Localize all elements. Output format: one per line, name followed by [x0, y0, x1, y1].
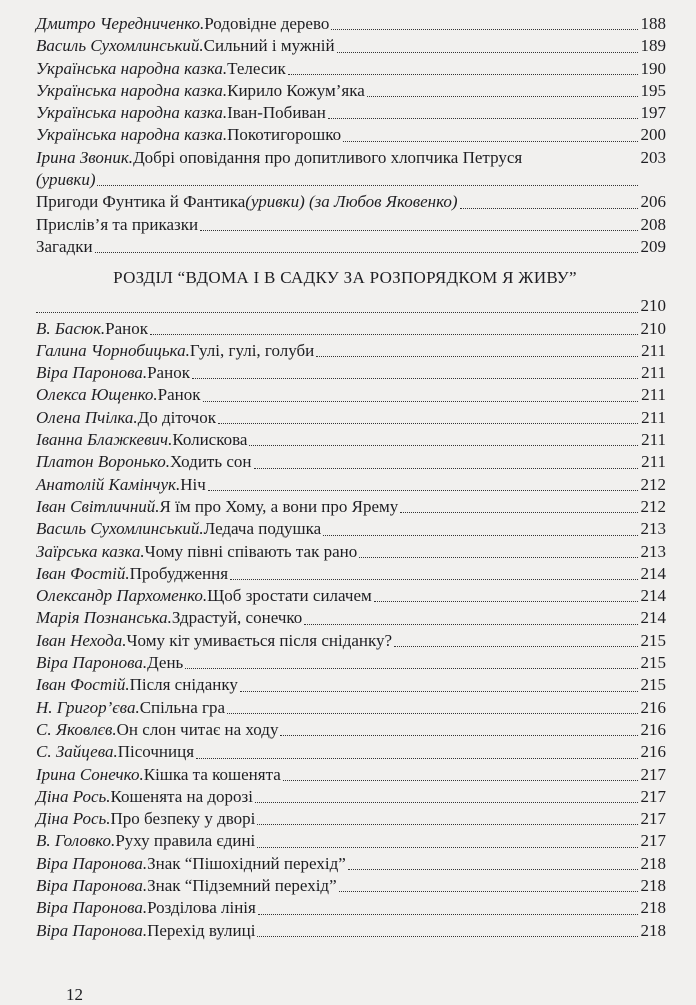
entry-page: 216 — [640, 697, 666, 717]
section-heading: РОЗДІЛ “ВДОМА І В САДКУ ЗА РОЗПОРЯДКОМ Я ЖИВУ” — [113, 268, 577, 288]
entry-page: 218 — [640, 853, 666, 873]
dot-leader — [254, 468, 638, 469]
toc-entry — [36, 496, 666, 518]
toc-entry — [36, 697, 666, 719]
entry-title: Добрі оповідання про допитливого хлопчика Петруся — [133, 147, 523, 167]
dot-leader — [185, 668, 638, 669]
toc-entry — [36, 808, 666, 830]
entry-page: 210 — [640, 318, 666, 338]
dot-leader — [288, 74, 638, 75]
entry-page: 216 — [640, 719, 666, 739]
entry-page: 218 — [640, 898, 666, 918]
entry-page: 214 — [640, 608, 666, 628]
toc-entry — [36, 236, 666, 258]
entry-page: 208 — [640, 214, 666, 234]
entry-title: Я їм про Хому, а вони про Ярему — [159, 496, 399, 516]
toc-entry — [36, 764, 666, 786]
entry-page: 217 — [640, 786, 666, 806]
entry-title: Он слон читає на ходу — [116, 719, 279, 739]
entry-title: Ранок — [157, 385, 201, 405]
entry-title: Знак “Підземний перехід” — [147, 875, 337, 895]
entry-title: Прислів’я та приказки — [36, 214, 199, 234]
toc-entry — [36, 474, 666, 496]
entry-author: Віра Паронова. — [36, 653, 148, 673]
entry-page: 216 — [640, 742, 666, 762]
entry-author: Іван Фостій. — [36, 675, 130, 695]
entry-title: Розділова лінія — [147, 898, 256, 918]
entry-page: 211 — [641, 385, 666, 405]
dot-leader — [328, 118, 638, 119]
entry-page: 197 — [640, 103, 666, 123]
section-page: 210 — [640, 296, 666, 316]
entry-author: Іванна Блажкевич. — [36, 430, 173, 450]
dot-leader — [400, 512, 638, 513]
toc-entry — [36, 102, 666, 124]
entry-page: 188 — [640, 14, 666, 33]
entry-page: 213 — [640, 541, 666, 561]
dot-leader — [255, 802, 638, 803]
toc-entry — [36, 35, 666, 57]
dot-leader — [196, 758, 638, 759]
entry-author: В. Басюк. — [36, 318, 106, 338]
entry-author: Українська народна казка. — [36, 80, 228, 100]
toc-entry — [36, 897, 666, 919]
entry-author: Українська народна казка. — [36, 103, 228, 123]
toc-entry — [36, 407, 666, 429]
entry-title: Чому півні співають так рано — [144, 541, 358, 561]
entry-author: Дмитро Чередниченко. — [36, 14, 205, 33]
entry-page: 218 — [640, 875, 666, 895]
entry-title: Родовідне дерево — [204, 14, 330, 33]
entry-author: Віра Паронова. — [36, 853, 148, 873]
entry-author: Н. Григор’єва. — [36, 697, 140, 717]
entry-page: 190 — [640, 58, 666, 78]
entry-title: Ранок — [147, 363, 190, 383]
toc-entry — [36, 741, 666, 763]
dot-leader — [203, 401, 638, 402]
dot-leader — [200, 230, 638, 231]
toc-entry — [36, 58, 666, 80]
dot-leader — [257, 824, 638, 825]
toc-entry — [36, 541, 666, 563]
toc-entry — [36, 214, 666, 236]
entry-title: Ніч — [180, 474, 206, 494]
dot-leader — [367, 96, 638, 97]
toc-entry — [36, 147, 666, 192]
toc-entry — [36, 875, 666, 897]
entry-title: Пробудження — [129, 563, 229, 583]
dot-leader — [150, 334, 638, 335]
dot-leader — [95, 252, 638, 253]
dot-leader — [257, 936, 638, 937]
entry-author: Олекса Ющенко. — [36, 385, 158, 405]
entry-author: Анатолій Камінчук. — [36, 474, 181, 494]
entry-page: 218 — [640, 920, 666, 940]
entry-title: Перехід вулиці — [147, 920, 256, 940]
dot-leader — [337, 52, 638, 53]
dot-leader — [460, 208, 638, 209]
entry-title: Телесик — [227, 58, 286, 78]
entry-page: 211 — [641, 407, 666, 427]
entry-page: 214 — [640, 563, 666, 583]
entry-author: Василь Сухомлинський. — [36, 519, 204, 539]
entry-title: Іван-Побиван — [227, 103, 326, 123]
entry-title-continuation: (уривки) — [36, 170, 96, 190]
entry-page: 211 — [641, 452, 666, 472]
toc-entry — [36, 830, 666, 852]
dot-leader — [304, 624, 638, 625]
entry-page: 195 — [640, 80, 666, 100]
toc-entry — [36, 563, 666, 585]
dot-leader — [249, 445, 638, 446]
toc-entry — [36, 719, 666, 741]
entry-author: С. Зайцева. — [36, 742, 118, 762]
entry-author: Ірина Сонечко. — [36, 764, 144, 784]
entry-author: Українська народна казка. — [36, 58, 228, 78]
entry-page: 215 — [640, 675, 666, 695]
entry-title: Пригоди Фунтика й Фантика — [36, 192, 246, 212]
toc-list-top — [36, 13, 666, 147]
dot-leader — [240, 691, 638, 692]
entry-title: Загадки — [36, 236, 93, 256]
entry-page: 217 — [640, 764, 666, 784]
entry-title: Після сніданку — [129, 675, 238, 695]
toc-entry — [36, 362, 666, 384]
toc-list-section — [36, 318, 666, 942]
dot-leader — [97, 185, 638, 186]
entry-page: 203 — [640, 148, 666, 168]
entry-title: Ранок — [105, 318, 149, 338]
entry-title: Знак “Пішохідний перехід” — [147, 853, 346, 873]
toc-entry — [36, 674, 666, 696]
dot-leader — [192, 378, 638, 379]
dot-leader — [258, 914, 638, 915]
dot-leader — [394, 646, 638, 647]
section-heading-page-row — [36, 295, 666, 317]
dot-leader — [36, 312, 638, 313]
dot-leader — [316, 356, 638, 357]
entry-title: До діточок — [137, 407, 216, 427]
entry-page: 212 — [640, 474, 666, 494]
entry-title: Кішка та кошенята — [143, 764, 281, 784]
entry-title: Ледача подушка — [203, 519, 322, 539]
toc-entry — [36, 384, 666, 406]
entry-author: Олександр Пархоменко. — [36, 586, 208, 606]
entry-author: Віра Паронова. — [36, 363, 148, 383]
toc-entry — [36, 853, 666, 875]
entry-title: Гулі, гулі, голуби — [189, 340, 315, 360]
entry-author: Ірина Звоник. — [36, 147, 134, 167]
entry-page: 200 — [640, 125, 666, 145]
entry-page: 217 — [640, 809, 666, 829]
entry-title-note: (уривки) (за Любов Яковенко) — [245, 192, 458, 212]
dot-leader — [374, 601, 638, 602]
toc-entry — [36, 191, 666, 213]
entry-title: День — [147, 653, 184, 673]
entry-author: Діна Рось. — [36, 809, 111, 829]
dot-leader — [280, 735, 638, 736]
table-of-contents — [36, 13, 666, 942]
entry-title: Колискова — [172, 430, 248, 450]
entry-title: Ходить сон — [169, 452, 252, 472]
dot-leader — [323, 535, 638, 536]
toc-entry — [36, 124, 666, 146]
entry-title: Кирило Кожум’яка — [227, 80, 365, 100]
page-number: 12 — [66, 985, 83, 1004]
entry-title: Про безпеку у дворі — [110, 809, 256, 829]
entry-title: Щоб зростати силачем — [207, 586, 372, 606]
dot-leader — [283, 780, 638, 781]
toc-entry — [36, 451, 666, 473]
toc-entry — [36, 13, 666, 35]
dot-leader — [227, 713, 638, 714]
entry-title: Сильний і мужній — [203, 36, 335, 56]
entry-author: В. Головко. — [36, 831, 116, 851]
entry-author: Платон Воронько. — [36, 452, 170, 472]
entry-page: 212 — [640, 496, 666, 516]
toc-entry — [36, 652, 666, 674]
entry-author: Діна Рось. — [36, 786, 111, 806]
entry-author: Віра Паронова. — [36, 875, 148, 895]
entry-title: Чому кіт умивається після сніданку? — [126, 630, 393, 650]
dot-leader — [331, 29, 638, 30]
entry-title: Пісочниця — [117, 742, 195, 762]
toc-entry — [36, 607, 666, 629]
entry-page: 215 — [640, 630, 666, 650]
entry-page: 211 — [641, 340, 666, 360]
entry-author: Віра Паронова. — [36, 898, 148, 918]
entry-title: Спільна гра — [139, 697, 226, 717]
entry-page: 209 — [640, 236, 666, 256]
entry-page: 211 — [641, 363, 666, 383]
dot-leader — [339, 891, 638, 892]
toc-entry — [36, 340, 666, 362]
entry-author: Галина Чорнобицька. — [36, 340, 190, 360]
entry-author: Василь Сухомлинський. — [36, 36, 204, 56]
entry-author: Іван Світличний. — [36, 496, 160, 516]
dot-leader — [343, 141, 638, 142]
dot-leader — [348, 869, 638, 870]
toc-entry — [36, 786, 666, 808]
entry-page: 215 — [640, 653, 666, 673]
entry-author: Іван Неходa. — [36, 630, 127, 650]
toc-entry — [36, 518, 666, 540]
entry-author: С. Яковлєв. — [36, 719, 117, 739]
entry-page: 217 — [640, 831, 666, 851]
toc-entry — [36, 585, 666, 607]
toc-entry — [36, 630, 666, 652]
entry-page: 189 — [640, 36, 666, 56]
entry-page: 214 — [640, 586, 666, 606]
dot-leader — [230, 579, 638, 580]
toc-entry — [36, 80, 666, 102]
entry-author: Заїрська казка. — [36, 541, 145, 561]
entry-page: 211 — [641, 430, 666, 450]
entry-author: Віра Паронова. — [36, 920, 148, 940]
entry-title: Руху правила єдині — [115, 831, 256, 851]
toc-entry — [36, 318, 666, 340]
dot-leader — [218, 423, 638, 424]
dot-leader — [359, 557, 638, 558]
entry-title: Здрастуй, сонечко — [171, 608, 303, 628]
entry-author: Олена Пчілка. — [36, 407, 138, 427]
toc-entry — [36, 920, 666, 942]
entry-author: Українська народна казка. — [36, 125, 228, 145]
entry-title: Кошенята на дорозі — [110, 786, 253, 806]
dot-leader — [257, 847, 638, 848]
entry-author: Марія Познанська. — [36, 608, 172, 628]
toc-entry — [36, 429, 666, 451]
entry-title: Покотигорошко — [227, 125, 342, 145]
toc-list-mid — [36, 191, 666, 258]
entry-page: 206 — [640, 192, 666, 212]
entry-page: 213 — [640, 519, 666, 539]
dot-leader — [208, 490, 638, 491]
entry-author: Іван Фостій. — [36, 563, 130, 583]
